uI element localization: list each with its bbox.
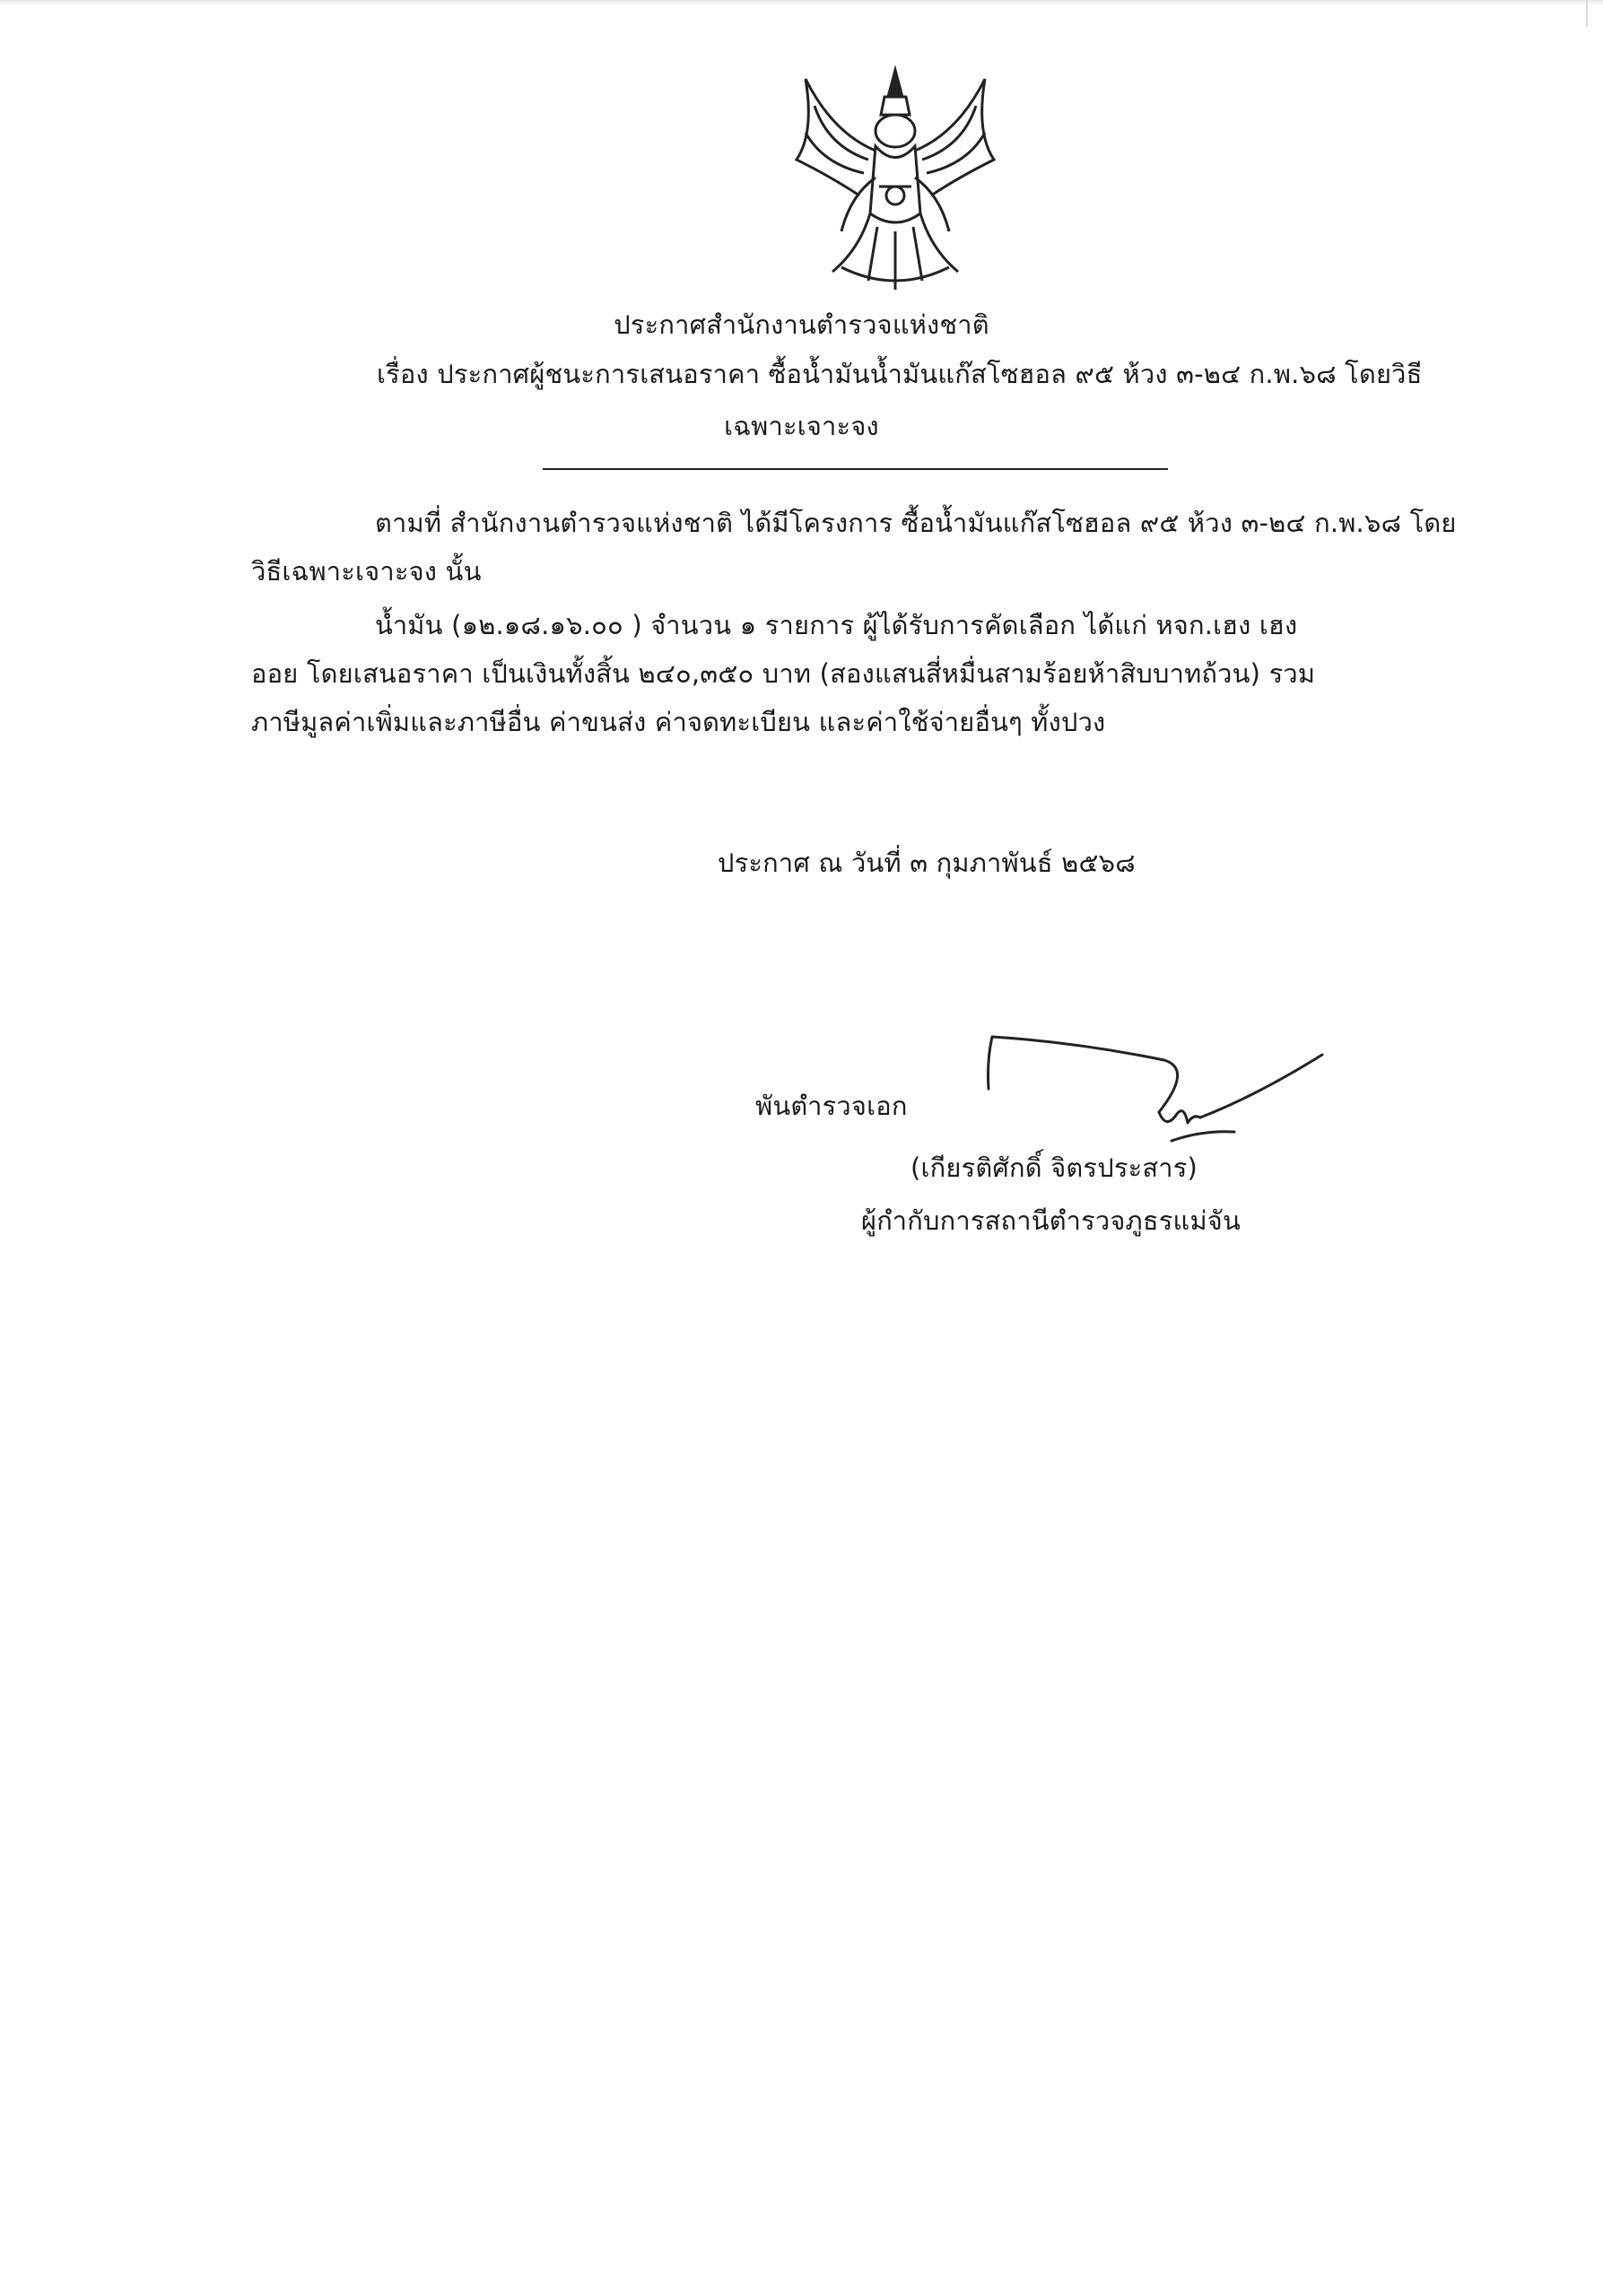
announce-date: ประกาศ ณ วันที่ ๓ กุมภาพันธ์ ๒๕๖๘ <box>718 848 1136 878</box>
paragraph-2-line-1: น้ำมัน (๑๒.๑๘.๑๖.๐๐ ) จำนวน ๑ รายการ ผู้ได้รับการคัดเลือก ได้แก่ หจก.เฮง เฮง <box>375 610 1298 640</box>
garuda-emblem-icon <box>779 61 1012 299</box>
subject-line-2: เฉพาะเจาะจง <box>724 411 879 441</box>
handwritten-signature <box>969 1024 1328 1150</box>
document-title: ประกาศสำนักงานตำรวจแห่งชาติ <box>614 309 989 340</box>
paragraph-2-line-2: ออย โดยเสนอราคา เป็นเงินทั้งสิ้น ๒๔๐,๓๕๐ บาท (สองแสนสี่หมื่นสามร้อยห้าสิบบาทถ้วน) รวม <box>251 658 1316 689</box>
signer-position: ผู้กำกับการสถานีตำรวจภูธรแม่จัน <box>861 1205 1241 1236</box>
paragraph-1-line-2: วิธีเฉพาะเจาะจง นั้น <box>251 556 482 587</box>
scan-edge <box>0 0 1603 5</box>
signer-rank: พันตำรวจเอก <box>755 1091 908 1121</box>
paragraph-2-line-3: ภาษีมูลค่าเพิ่มและภาษีอื่น ค่าขนส่ง ค่าจดทะเบียน และค่าใช้จ่ายอื่นๆ ทั้งปวง <box>251 707 1106 737</box>
scan-mark <box>1586 0 1588 27</box>
subject-line-1: เรื่อง ประกาศผู้ชนะการเสนอราคา ซื้อน้ำมันน้ำมันแก๊สโซฮอล ๙๕ ห้วง ๓-๒๔ ก.พ.๖๘ โดยวิธี <box>377 359 1423 389</box>
signer-name: (เกียรติศักดิ์ จิตรประสาร) <box>910 1152 1198 1183</box>
paragraph-1-line-1: ตามที่ สำนักงานตำรวจแห่งชาติ ได้มีโครงการ ซื้อน้ำมันแก๊สโซฮอล ๙๕ ห้วง ๓-๒๔ ก.พ.๖๘ โดย <box>375 508 1457 538</box>
header-divider <box>543 468 1168 470</box>
